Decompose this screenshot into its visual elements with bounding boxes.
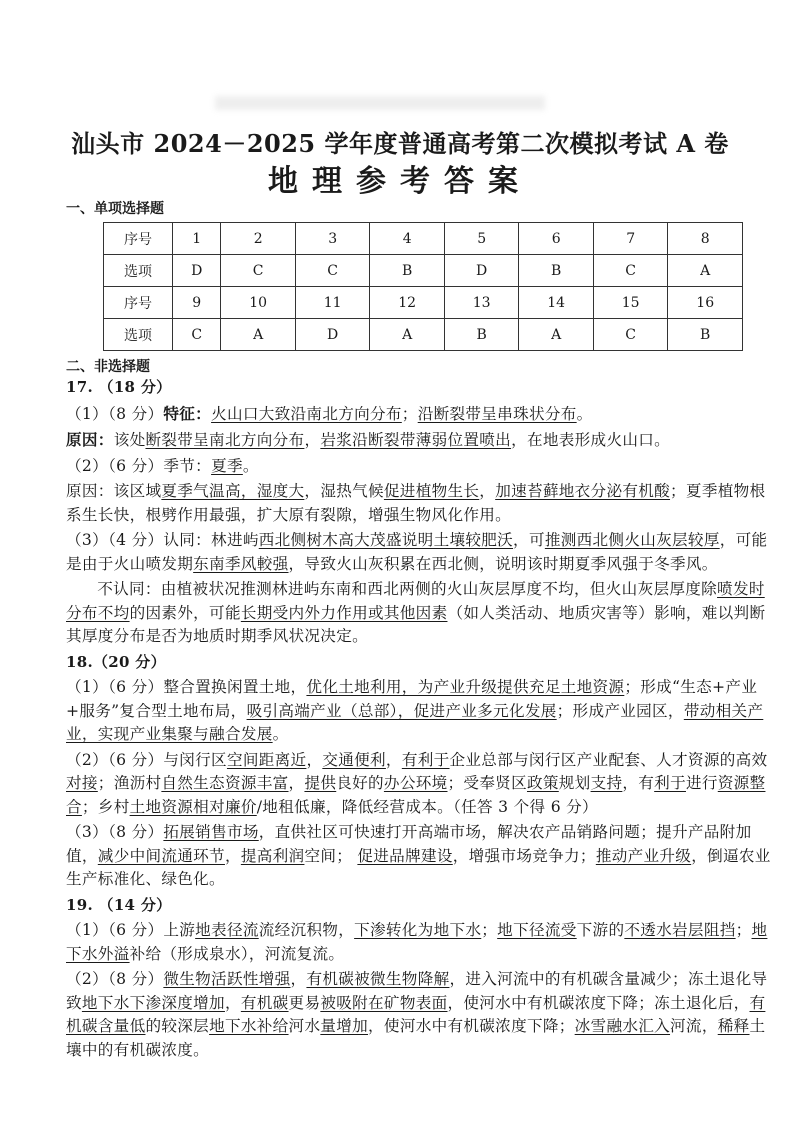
bold-label: 原因： [66, 430, 114, 449]
key-point-underlined: 推测西北侧火山灰层较厚 [544, 531, 720, 549]
answer-text: ；渔沥村 [97, 774, 162, 792]
answer-text: ，可能是由于火山喷发期 [66, 531, 768, 573]
answer-text: ；乡村 [81, 797, 130, 816]
section-heading-nonchoice: 二、非选择题 [66, 359, 150, 375]
key-point-underlined: 提高利润 [240, 846, 305, 865]
key-point-underlined: 西北侧树木高大茂盛说明土壤较肥沃 [258, 531, 514, 549]
row-header-cell: 选项 [104, 255, 173, 287]
answer-text: 18.（20 分） [66, 652, 166, 671]
answer-text: 原因：该区域 [66, 482, 162, 500]
answer-cell: 6 [519, 223, 594, 255]
answer-text: ，直供社区可快速打开高端市场，解决农产品销路问题；提升产品附加值， [66, 823, 752, 865]
key-point-underlined: 东南季风較强 [193, 554, 289, 573]
answer-text: ； [735, 921, 752, 939]
answer-paragraph [66, 402, 780, 427]
answer-cell: 12 [370, 287, 445, 319]
bold-label: 特征： [163, 403, 212, 423]
answer-text: ，导致火山灰积累在西北侧，说明该时期夏季风强于冬季风。 [288, 554, 718, 573]
answer-text: 下游的 [576, 921, 625, 939]
key-point-underlined: 减少中间流通环节 [97, 846, 225, 865]
answer-text: 不认同：由植被状况推测林进屿东南和西北两侧的火山灰层厚度不均，但火山灰层厚度除 [97, 580, 718, 598]
key-point-underlined: 促进品牌建设 [357, 846, 453, 865]
answer-cell: A [519, 319, 594, 351]
table-row [104, 287, 743, 319]
answer-cell: 3 [295, 223, 370, 255]
answer-cell: A [370, 319, 445, 351]
answer-paragraph [66, 749, 780, 820]
key-point-underlined: 办公环境 [383, 774, 448, 792]
answer-text: 流经沉积物， [258, 921, 355, 939]
answer-text: 的因素外，可能 [129, 603, 241, 622]
answer-paragraph [66, 968, 780, 1062]
answer-cell: 15 [593, 287, 668, 319]
answer-text: ；夏季植物根系生长快，根劈作用最强，扩大原有裂隙，增强生物风化作用。 [66, 482, 766, 524]
answer-text: ， [479, 482, 496, 500]
key-point-underlined: 土地资源相对廉价 [129, 797, 257, 816]
answer-text: 19. （14 分） [66, 895, 172, 914]
table-row [104, 223, 743, 255]
answer-text: /地租低廉，降低经营成本。（任答 3 个得 6 分） [256, 797, 598, 816]
answer-text: ，进入河流中的有机碳含量减少；冻土退化导致 [66, 970, 768, 1012]
answer-text: （2）（6 分）季节： [66, 456, 212, 475]
question-heading [66, 894, 780, 918]
answer-text: 补给（形成泉水），河流复流。 [129, 944, 345, 963]
key-point-underlined: 夏季气温高，湿度大 [161, 482, 305, 500]
answer-cell: A [221, 319, 296, 351]
answer-cell: B [519, 255, 594, 287]
answer-text: ；受奉贤区 [447, 774, 527, 792]
answer-text: ， [306, 750, 323, 769]
key-point-underlined: 地下水外溢 [66, 921, 768, 963]
answer-text: 的较深层 [145, 1017, 210, 1035]
answer-cell: D [444, 255, 519, 287]
key-point-underlined: 对接 [66, 774, 98, 792]
key-point-underlined: 地下径流受 [497, 921, 577, 939]
key-point-underlined: 促进植物生长 [383, 482, 480, 500]
answer-text: ， [288, 774, 305, 792]
table-row [104, 319, 743, 351]
answer-cell: C [221, 255, 296, 287]
answer-text: ，有 [622, 774, 655, 792]
key-point-underlined: 稀释 [717, 1017, 750, 1035]
answer-paragraph [66, 529, 780, 576]
answer-text: ， [385, 750, 402, 769]
answer-text: 企业总部与闵行区产业配套、人才资源的高效 [449, 750, 768, 769]
answer-text: 空间； [304, 846, 358, 865]
answer-text: 土壤中的有机碳浓度。 [66, 1017, 766, 1059]
answer-text: （2）（6 分）与闵行区 [66, 750, 227, 769]
key-point-underlined: 加速苔藓地衣分泌有机酸 [495, 482, 671, 500]
answer-paragraph [66, 821, 780, 892]
answer-text: 进行 [685, 774, 718, 792]
exam-title: 汕头市 2024－2025 学年度普通高考第二次模拟考试 A 卷 [71, 129, 729, 158]
answer-cell: 4 [370, 223, 445, 255]
answer-text: 。 [272, 725, 289, 743]
table-row [104, 255, 743, 287]
answer-text: （1）（8 分） [66, 404, 164, 423]
answer-paragraph [66, 578, 780, 649]
answer-text: 该处 [113, 431, 146, 449]
key-point-underlined: 空间距离近 [226, 750, 307, 769]
question-heading [66, 651, 780, 675]
key-point-underlined: 不透水岩层阻挡 [624, 921, 736, 939]
key-point-underlined: 自然生态资源丰富 [161, 774, 289, 792]
key-point-underlined: 断裂带呈南北方向分布 [145, 431, 305, 449]
answer-cell: C [593, 319, 668, 351]
answer-text: 河水 [288, 1017, 321, 1035]
answer-text: 。 [242, 456, 259, 475]
section-heading-choice: 一、单项选择题 [66, 201, 164, 217]
answer-text: 。 [576, 404, 593, 423]
answer-cell: B [444, 319, 519, 351]
key-point-underlined: 提供 [304, 774, 337, 792]
key-point-underlined: 量增加 [320, 1017, 369, 1035]
answer-paragraph [66, 919, 780, 966]
answer-cell: B [668, 319, 743, 351]
answer-text: ， [224, 993, 241, 1012]
answer-text: （3）（8 分） [66, 823, 164, 841]
answer-cell: 16 [668, 287, 743, 319]
answer-cell: 13 [444, 287, 519, 319]
key-point-underlined: 被吸附在矿物表面 [320, 993, 448, 1012]
answer-text: ；形成“生态+产业+服务”复合型土地布局， [66, 678, 758, 720]
answer-cell: 14 [519, 287, 594, 319]
key-point-underlined: 冰雪融水汇入 [574, 1017, 671, 1035]
key-point-underlined: 政策 [526, 774, 559, 792]
answer-cell: A [668, 255, 743, 287]
answer-cell: C [173, 319, 221, 351]
key-point-underlined: 夏季 [211, 456, 243, 475]
answer-text: 良好的 [336, 774, 384, 792]
key-point-underlined: 拓展销售市场 [163, 823, 259, 841]
answer-text: 规划 [558, 774, 591, 792]
answer-text: ； [401, 404, 418, 423]
question-heading [66, 376, 780, 400]
key-point-underlined: 交通便利 [322, 750, 386, 769]
answer-text: ；形成产业园区， [556, 701, 684, 720]
answer-cell: 1 [173, 223, 221, 255]
key-point-underlined: 火山口大致沿南北方向分布 [211, 404, 402, 423]
answer-text: 河流， [670, 1017, 718, 1035]
answer-cell: 9 [173, 287, 221, 319]
answer-paragraph [66, 480, 780, 527]
key-point-underlined: 支持 [590, 774, 623, 792]
key-point-underlined: 微生物活跃性增强 [163, 970, 291, 988]
key-point-underlined: 岩浆沿断裂带薄弱位置喷出 [320, 431, 512, 449]
answer-cell: 7 [593, 223, 668, 255]
key-point-underlined: 地下水下渗深度增加 [81, 993, 225, 1012]
answer-cell: D [295, 319, 370, 351]
key-point-underlined: 地表径流 [195, 921, 259, 939]
answer-paragraph [66, 428, 780, 453]
answer-text: （如人类活动、地质灾害等）影响，难以判断其厚度分布是否为地质时期季风状况决定。 [66, 603, 766, 645]
answer-table [103, 222, 743, 351]
answer-body [66, 376, 780, 1064]
answer-text: （1）（6 分）整合置换闲置土地， [66, 678, 307, 696]
key-point-underlined: 带动相关产业，实现产业集聚与融合发展 [66, 701, 764, 743]
answer-text: ； [481, 921, 498, 939]
answer-text: ，湿热气候 [304, 482, 384, 500]
answer-cell: 11 [295, 287, 370, 319]
answer-text: （2）（8 分） [66, 970, 164, 988]
key-point-underlined: 有机碳被微生物降解 [306, 970, 450, 988]
key-point-underlined: 长期受内外力作用或其他因素 [240, 603, 448, 622]
answer-text: ， [304, 431, 321, 449]
answer-cell: B [370, 255, 445, 287]
key-point-underlined: 推动产业升级 [595, 846, 692, 865]
answer-cell: 5 [444, 223, 519, 255]
key-point-underlined: 地下水补给 [209, 1017, 289, 1035]
key-point-underlined: 有利于 [401, 750, 450, 769]
answer-cell: D [173, 255, 221, 287]
answer-cell: C [593, 255, 668, 287]
answer-text: 17. （18 分） [66, 378, 172, 396]
answer-paragraph [66, 676, 780, 747]
answer-text: ，使河水中有机碳浓度下降； [368, 1017, 575, 1035]
answer-text: ， [224, 846, 241, 865]
key-point-underlined: 有机碳含量低 [66, 993, 766, 1035]
row-header-cell: 选项 [104, 319, 173, 351]
answer-cell: C [295, 255, 370, 287]
answer-text: ，使河水中有机碳浓度下降；冻土退化后， [447, 993, 750, 1012]
answer-text: ，在地表形成火山口。 [511, 431, 671, 449]
document-title: 地理参考答案 [268, 164, 532, 199]
answer-text: （3）（4 分）认同：林进屿 [66, 531, 259, 549]
answer-paragraph [66, 455, 780, 479]
answer-text: 更易 [288, 993, 321, 1012]
key-point-underlined: 有机碳 [240, 993, 289, 1012]
key-point-underlined: 吸引高端产业（总部），促进产业多元化发展 [246, 701, 557, 720]
key-point-underlined: 利于 [654, 774, 686, 792]
row-header-cell: 序号 [104, 287, 173, 319]
key-point-underlined: 喷发时分布不均 [66, 580, 765, 622]
key-point-underlined: 优化土地利用，为产业升级提供充足土地资源 [306, 678, 625, 696]
key-point-underlined: 下渗转化为地下水 [354, 921, 482, 939]
answer-text: （1）（6 分）上游 [66, 921, 196, 939]
key-point-underlined: 沿断裂带呈串珠状分布 [417, 404, 577, 423]
answer-cell: 8 [668, 223, 743, 255]
key-point-underlined: 资源整合 [66, 774, 766, 816]
answer-text: ，增强市场竞争力； [452, 846, 596, 865]
answer-text: ，可 [513, 531, 545, 549]
answer-cell: 2 [221, 223, 296, 255]
row-header-cell: 序号 [104, 223, 173, 255]
answer-text: ， [290, 970, 307, 988]
answer-text: ，倒逼农业生产标准化、绿色化。 [66, 846, 771, 888]
faded-header-banner [215, 96, 545, 110]
answer-cell: 10 [221, 287, 296, 319]
